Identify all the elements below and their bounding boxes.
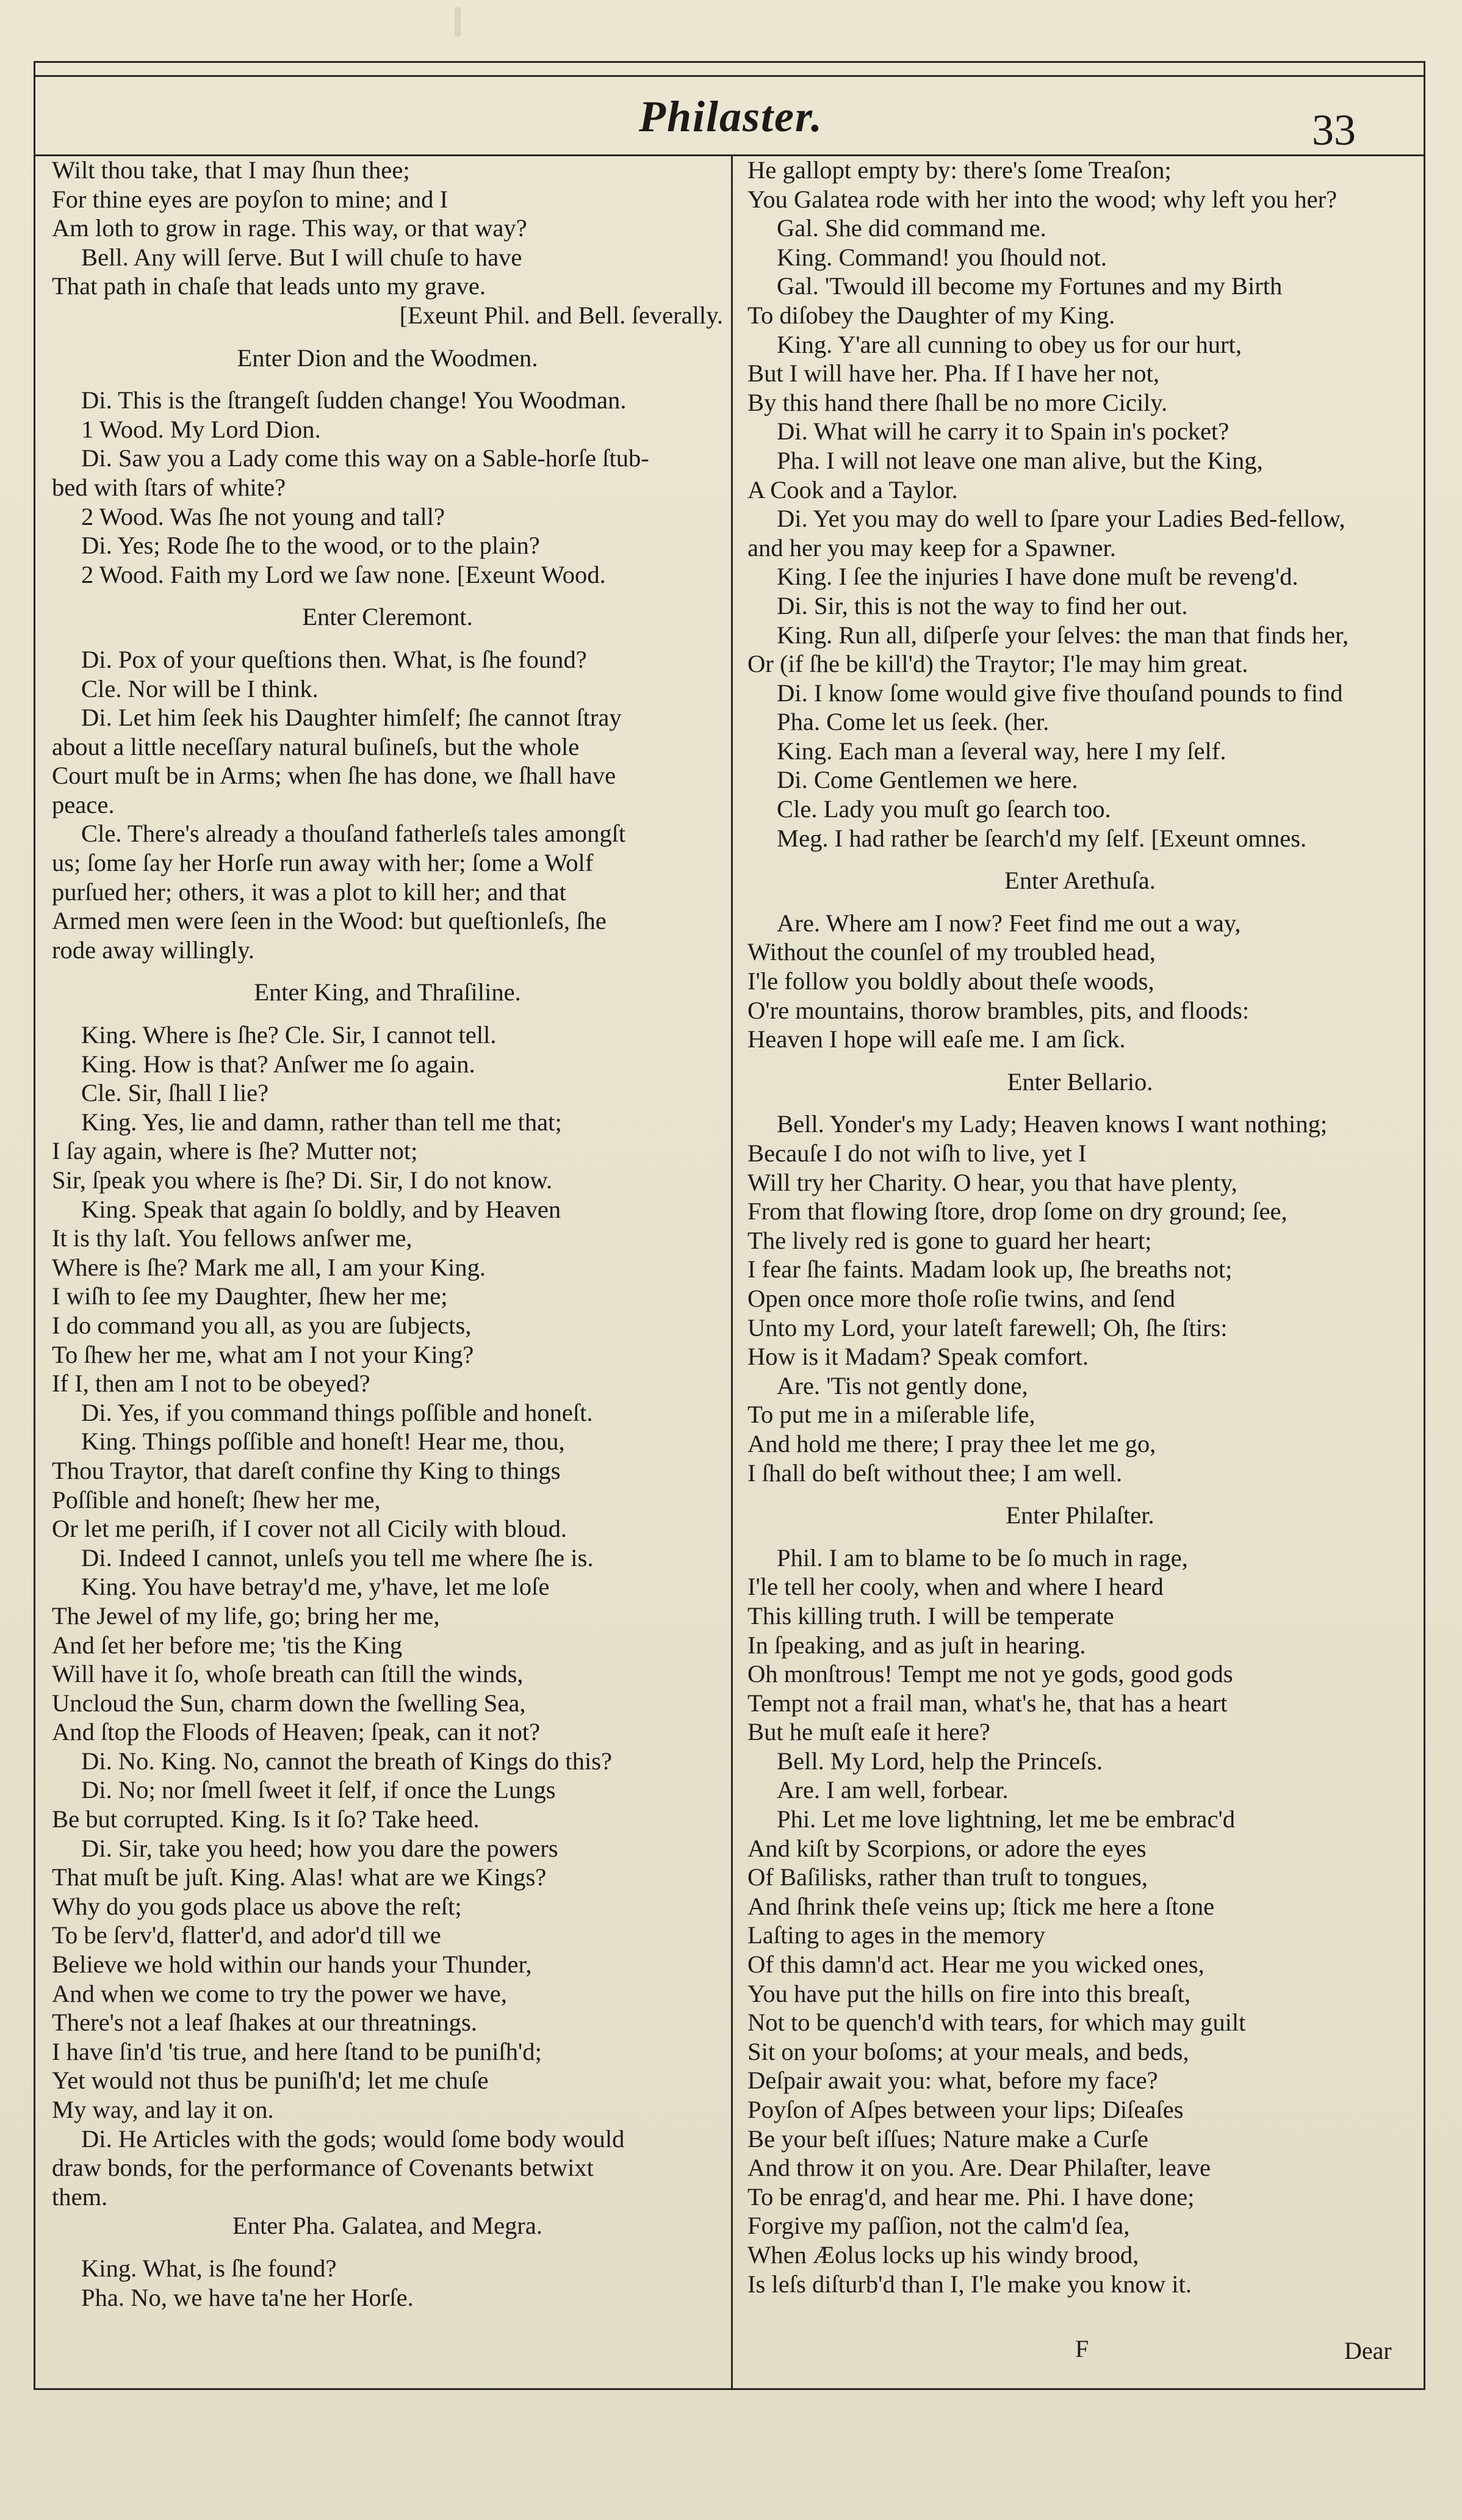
text-line: There's not a leaf ſhakes at our threatnings. [52,2009,477,2037]
text-line: You have put the hills on fire into this breaſt, [747,1979,1191,2007]
text-line: A Cook and a Taylor. [747,475,958,504]
text-line: Di. Let him ſeek his Daughter himſelf; ſhe cannot ſtray [81,704,622,732]
text-line: King. Each man a ſeveral way, here I my ſelf. [777,737,1226,765]
stage-direction: Enter King, and Thraſiline. [254,978,521,1006]
text-line: Cle. There's already a thouſand fatherleſs tales amongſt [81,820,626,848]
text-line: And hold me there; I pray thee let me go, [747,1429,1156,1457]
text-line: It is thy laſt. You fellows anſwer me, [52,1224,412,1252]
text-line: King. You have betray'd me, y'have, let me loſe [81,1573,550,1601]
line-gap [747,895,1413,909]
text-line: Wilt thou take, that I may ſhun thee; [52,156,410,184]
text-line: When Æolus locks up his windy brood, [747,2240,1139,2269]
text-line: Di. Sir, this is not the way to find her out. [777,591,1188,619]
text-line: The lively red is gone to guard her heart; [747,1226,1152,1254]
text-line: Unto my Lord, your lateſt farewell; Oh, ſhe ſtirs: [747,1313,1228,1341]
text-line: them. [52,2182,108,2211]
stage-direction: Enter Bellario. [1007,1067,1153,1096]
text-line: Or (if ſhe be kill'd) the Traytor; I'le may him great. [747,650,1248,678]
text-line: Di. He Articles with the gods; would ſome body would [81,2125,625,2153]
text-line: King. Things poſſible and honeſt! Hear me, thou, [81,1428,565,1456]
text-line: Deſpair await you: what, before my face? [747,2067,1158,2095]
text-line: I ſay again, where is ſhe? Mutter not; [52,1137,418,1165]
text-line: Sit on your boſoms; at your meals, and beds, [747,2037,1189,2065]
text-line: Without the counſel of my troubled head, [747,938,1156,966]
stage-direction: Enter Philaſter. [1006,1501,1154,1529]
text-line: Di. This is the ſtrangeſt ſudden change! You Woodman. [81,386,627,414]
text-line: To ſhew her me, what am I not your King? [52,1340,474,1368]
text-line: That muſt be juſt. King. Alas! what are we Kings? [52,1863,547,1891]
text-line: Becauſe I do not wiſh to live, yet I [747,1139,1087,1167]
text-line: Heaven I hope will eaſe me. I am ſick. [747,1025,1126,1053]
text-line: Di. What will he carry it to Spain in's pocket? [777,417,1230,446]
text-line: Am loth to grow in rage. This way, or that way? [52,214,527,242]
stage-direction: Enter Dion and the Woodmen. [237,344,538,372]
text-line: Pha. Come let us ſeek. (her. [777,708,1050,736]
text-line: My way, and lay it on. [52,2096,274,2123]
text-line: Gal. She did command me. [777,214,1046,242]
text-line: bed with ſtars of white? [52,473,286,501]
text-line: King. What, is ſhe found? [81,2254,337,2282]
text-line: Uncloud the Sun, charm down the ſwelling Sea, [52,1689,526,1717]
text-line: 2 Wood. Was ſhe not young and tall? [81,502,445,530]
text-line: King. Speak that again ſo boldly, and by Heaven [81,1195,561,1223]
text-line: Bell. Any will ſerve. But I will chuſe to have [81,243,522,271]
text-line: rode away willingly. [52,936,255,964]
text-line: I fear ſhe faints. Madam look up, ſhe breaths not; [747,1255,1233,1283]
page-number: 33 [1312,106,1356,154]
text-line: 1 Wood. My Lord Dion. [81,415,321,443]
line-gap [747,1487,1413,1501]
text-line: Thou Traytor, that dareſt confine thy King to things [52,1456,561,1484]
paper-mark [455,7,461,37]
text-line: To be enrag'd, and hear me. Phi. I have done; [747,2182,1195,2211]
text-line: Court muſt be in Arms; when ſhe has done, we ſhall have [52,762,616,790]
text-line: Believe we hold within our hands your Thunder, [52,1951,532,1979]
line-gap [52,2240,723,2254]
text-line: purſued her; others, it was a plot to kill her; and that [52,878,566,906]
text-line: Forgive my paſſion, not the calm'd ſea, [747,2212,1130,2240]
text-line: Phi. Let me love lightning, let me be embrac'd [777,1805,1236,1833]
line-gap [52,1007,723,1020]
text-line: Di. Pox of your queſtions then. What, is ſhe found? [81,645,587,673]
text-line: Bell. My Lord, help the Princeſs. [777,1747,1103,1775]
text-line: To be ſerv'd, flatter'd, and ador'd till we [52,1921,441,1949]
text-line: Why do you gods place us above the reſt; [52,1892,462,1920]
text-line: peace. [52,790,115,818]
text-line: Di. No. King. No, cannot the breath of Kings do this? [81,1747,613,1775]
line-gap [52,372,723,386]
line-gap [747,1054,1413,1067]
text-line: He gallopt empty by: there's ſome Treaſon; [747,156,1172,184]
text-line: From that flowing ſtore, drop ſome on dry ground; ſee, [747,1197,1287,1226]
text-line: Di. Sir, take you heed; how you dare the powers [81,1834,558,1862]
line-gap [747,1096,1413,1110]
text-line: Meg. I had rather be ſearch'd my ſelf. [Exeunt omnes. [777,824,1307,852]
line-gap [747,1530,1413,1543]
text-line: I have ſin'd 'tis true, and here ſtand to be puniſh'd; [52,2037,542,2065]
text-line: And ſet her before me; 'tis the King [52,1631,403,1659]
text-line: I'le tell her cooly, when and where I heard [747,1573,1164,1601]
text-line: I'le follow you boldly about theſe woods, [747,967,1154,995]
text-line: I wiſh to ſee my Daughter, ſhew her me; [52,1282,448,1310]
text-line: Armed men were ſeen in the Wood: but queſtionleſs, ſhe [52,907,607,935]
running-head-title: Philaster. [638,92,824,141]
text-line: Be your beſt iſſues; Nature make a Curſe [747,2125,1148,2153]
text-line: Di. Saw you a Lady come this way on a Sable-horſe ſtub- [81,444,649,472]
text-line: For thine eyes are poyſon to mine; and I [52,185,448,213]
text-line: Cle. Sir, ſhall I lie? [81,1079,269,1107]
text-line: Are. 'Tis not gently done, [777,1371,1028,1399]
text-line: Cle. Lady you muſt go ſearch too. [777,795,1111,823]
text-line: To put me in a miſerable life, [747,1401,1035,1429]
text-line: Di. Yes; Rode ſhe to the wood, or to the plain? [81,532,540,560]
text-line: Are. I am well, forbear. [777,1776,1009,1804]
text-line: By this hand there ſhall be no more Cicily. [747,388,1168,416]
text-line: and her you may keep for a Spawner. [747,533,1116,561]
text-line: Poyſon of Aſpes between your lips; Diſeaſes [747,2096,1184,2123]
stage-direction: Enter Cleremont. [302,603,473,631]
stage-direction: Enter Arethuſa. [1004,867,1156,895]
text-line: How is it Madam? Speak comfort. [747,1343,1089,1371]
text-line: Or let me periſh, if I cover not all Cicily with bloud. [52,1515,567,1543]
text-line: You Galatea rode with her into the wood; why left you her? [747,185,1338,213]
text-line: Cle. Nor will be I think. [81,674,319,702]
text-line: King. How is that? Anſwer me ſo again. [81,1050,475,1078]
text-line: Phil. I am to blame to be ſo much in rage, [777,1543,1188,1572]
text-line: And ſhrink theſe veins up; ſtick me here a ſtone [747,1892,1215,1920]
text-line: Will try her Charity. O hear, you that have plenty, [747,1168,1237,1196]
text-line: King. Command! you ſhould not. [777,243,1107,271]
line-gap [747,853,1413,866]
text-line: Laſting to ages in the memory [747,1921,1045,1949]
text-line: us; ſome ſay her Horſe run away with her; ſome a Wolf [52,849,594,877]
text-line: To diſobey the Daughter of my King. [747,301,1115,329]
text-line: Di. Indeed I cannot, unleſs you tell me where ſhe is. [81,1543,594,1572]
text-line: But I will have her. Pha. If I have her not, [747,359,1159,388]
line-gap [52,632,723,645]
text-line: Yet would not thus be puniſh'd; let me chuſe [52,2067,489,2095]
text-line: Gal. 'Twould ill become my Fortunes and my Birth [777,272,1283,300]
text-line: Pha. I will not leave one man alive, but the King, [777,446,1263,474]
text-line: Where is ſhe? Mark me all, I am your King. [52,1253,486,1281]
left-column-text [52,156,723,2312]
text-line: 2 Wood. Faith my Lord we ſaw none. [Exeunt Wood. [81,560,606,588]
text-line: about a little neceſſary natural buſineſs, but the whole [52,732,580,760]
text-line: Are. Where am I now? Feet find me out a way, [777,909,1241,937]
text-line: Tempt not a frail man, what's he, that has a heart [747,1689,1228,1717]
text-line: In ſpeaking, and as juſt in hearing. [747,1631,1086,1659]
line-gap [52,589,723,602]
text-line: The Jewel of my life, go; bring her me, [52,1601,440,1630]
text-line: Pha. No, we have ta'ne her Horſe. [81,2283,414,2311]
line-gap [52,330,723,344]
text-line: I ſhall do beſt without thee; I am well. [747,1459,1123,1487]
text-line: Sir, ſpeak you where is ſhe? Di. Sir, I do not know. [52,1166,553,1194]
text-line: Not to be quench'd with tears, for which may guilt [747,2009,1246,2037]
text-line: King. Run all, diſperſe your ſelves: the man that finds her, [777,621,1349,649]
text-line: This killing truth. I will be temperate [747,1601,1114,1630]
text-line: Be but corrupted. King. Is it ſo? Take heed. [52,1805,480,1833]
catchword: Dear [1344,2337,1392,2364]
column-divider [731,154,733,2388]
text-line: draw bonds, for the performance of Covenants betwixt [52,2154,594,2182]
text-line: King. I ſee the injuries I have done muſt be reveng'd. [777,563,1298,591]
text-line: Di. I know ſome would give five thouſand pounds to find [777,679,1343,707]
text-line: And kiſt by Scorpions, or adore the eyes [747,1834,1147,1862]
text-line: King. Yes, lie and damn, rather than tell me that; [81,1108,562,1136]
top-rule [35,75,1424,77]
text-line: Bell. Yonder's my Lady; Heaven knows I want nothing; [777,1110,1328,1138]
text-line: Of Baſilisks, rather than truſt to tongues, [747,1863,1148,1891]
stage-direction: Enter Pha. Galatea, and Megra. [232,2212,543,2240]
text-line: Open once more thoſe roſie twins, and ſend [747,1284,1175,1312]
text-line: Di. No; nor ſmell ſweet it ſelf, if once the Lungs [81,1776,556,1804]
text-line: And ſtop the Floods of Heaven; ſpeak, can it not? [52,1718,541,1746]
text-line: King. Y'are all cunning to obey us for our hurt, [777,330,1242,358]
line-gap [52,964,723,978]
text-line: Will have it ſo, whoſe breath can ſtill the winds, [52,1660,524,1688]
right-column-text [747,156,1413,2298]
text-line: That path in chaſe that leads unto my grave. [52,272,486,300]
signature-mark: F [1075,2335,1089,2363]
text-line: O're mountains, thorow brambles, pits, and floods: [747,996,1250,1024]
text-line: Di. Yet you may do well to ſpare your Ladies Bed-fellow, [777,505,1345,533]
text-line: Of this damn'd act. Hear me you wicked ones, [747,1951,1205,1979]
text-line: And when we come to try the power we have, [52,1979,507,2007]
text-line: And throw it on you. Are. Dear Philaſter, leave [747,2154,1211,2182]
text-line: I do command you all, as you are ſubjects, [52,1311,472,1339]
text-line: Poſſible and honeſt; ſhew her me, [52,1486,381,1514]
text-line: [Exeunt Phil. and Bell. ſeverally. [399,301,723,329]
text-line: But he muſt eaſe it here? [747,1718,990,1746]
text-line: Di. Come Gentlemen we here. [777,766,1078,794]
text-line: Oh monſtrous! Tempt me not ye gods, good gods [747,1660,1233,1688]
text-line: Is leſs diſturb'd than I, I'le make you know it. [747,2270,1192,2298]
text-line: Di. Yes, if you command things poſſible and honeſt. [81,1398,593,1426]
text-line: King. Where is ſhe? Cle. Sir, I cannot tell. [81,1021,497,1049]
text-line: If I, then am I not to be obeyed? [52,1370,370,1398]
